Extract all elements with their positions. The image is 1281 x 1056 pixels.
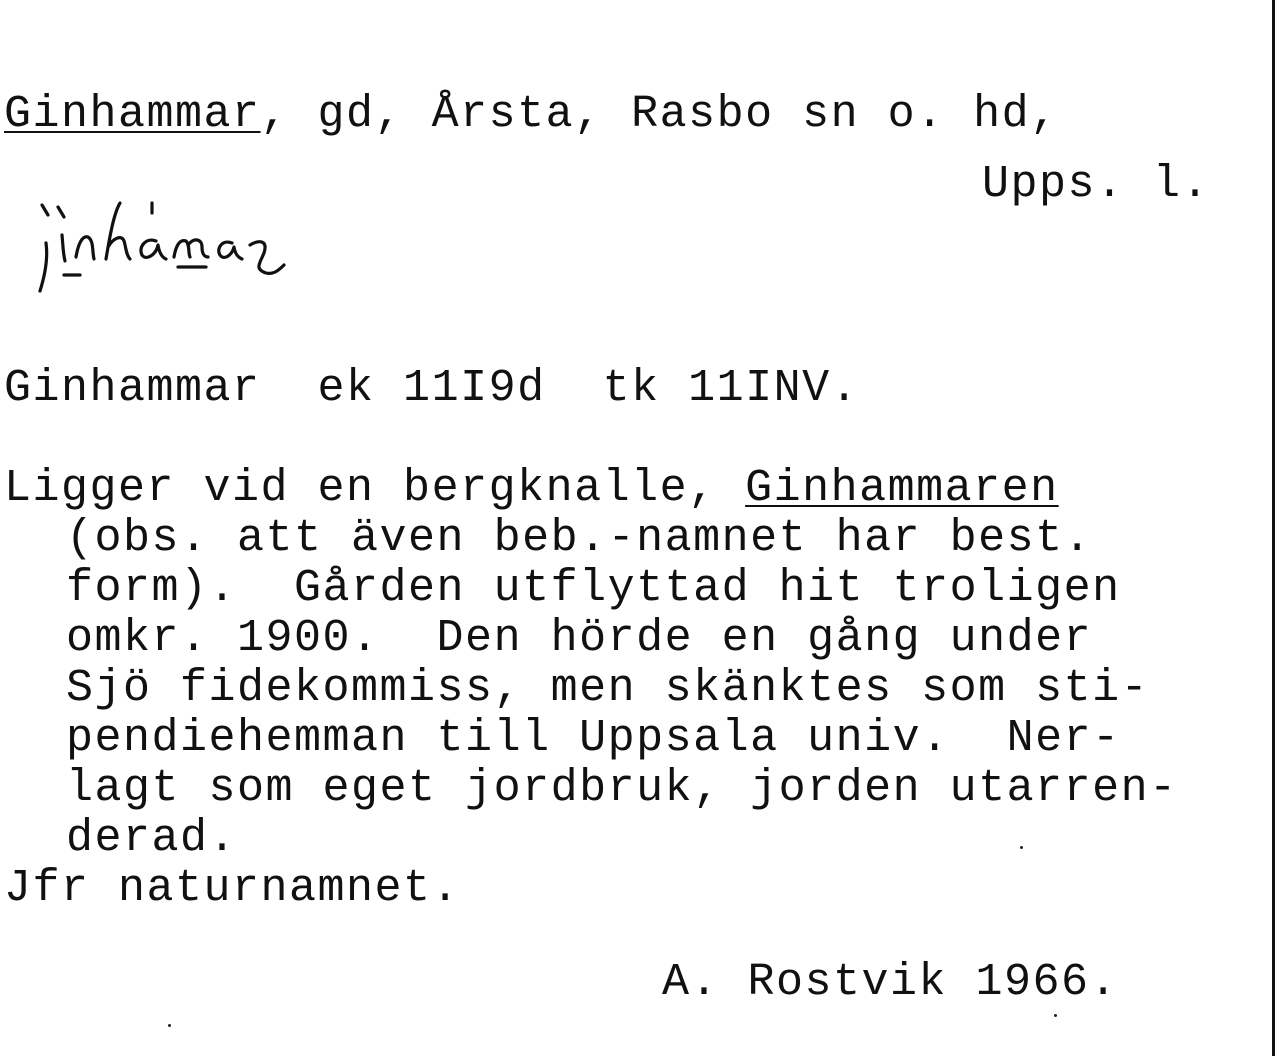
body-line-5: Sjö fidekommiss, men skänktes som sti- xyxy=(66,663,1150,714)
body-jfr-line: Jfr naturnamnet. xyxy=(4,863,461,914)
body-line-1 xyxy=(4,463,1059,514)
signature: A. Rostvik 1966. xyxy=(662,957,1119,1008)
body-nature-name: Ginhammaren xyxy=(745,463,1059,514)
body-line-1-text: Ligger vid en bergknalle, xyxy=(4,463,746,514)
header-county: Upps. l. xyxy=(982,159,1211,210)
header-place-name: Ginhammar xyxy=(4,89,261,140)
body-line-6: pendiehemman till Uppsala univ. Ner- xyxy=(66,713,1121,764)
body-line-3: form). Gården utflyttad hit troligen xyxy=(66,563,1121,614)
body-line-4: omkr. 1900. Den hörde en gång under xyxy=(66,613,1093,664)
header-line xyxy=(4,89,1059,140)
body-line-2: (obs. att även beb.-namnet har best. xyxy=(66,513,1093,564)
header-place-details: , gd, Årsta, Rasbo sn o. hd, xyxy=(260,89,1059,140)
scan-speck xyxy=(1020,846,1023,849)
map-reference: Ginhammar ek 11I9d tk 11INV. xyxy=(4,363,860,414)
handwritten-pronunciation xyxy=(28,195,368,305)
scan-speck xyxy=(168,1024,171,1027)
body-line-7: lagt som eget jordbruk, jorden utarren- xyxy=(66,763,1178,814)
body-line-8: derad. xyxy=(66,813,238,864)
card-edge-line xyxy=(1272,0,1275,1056)
scan-speck xyxy=(1054,1014,1057,1017)
